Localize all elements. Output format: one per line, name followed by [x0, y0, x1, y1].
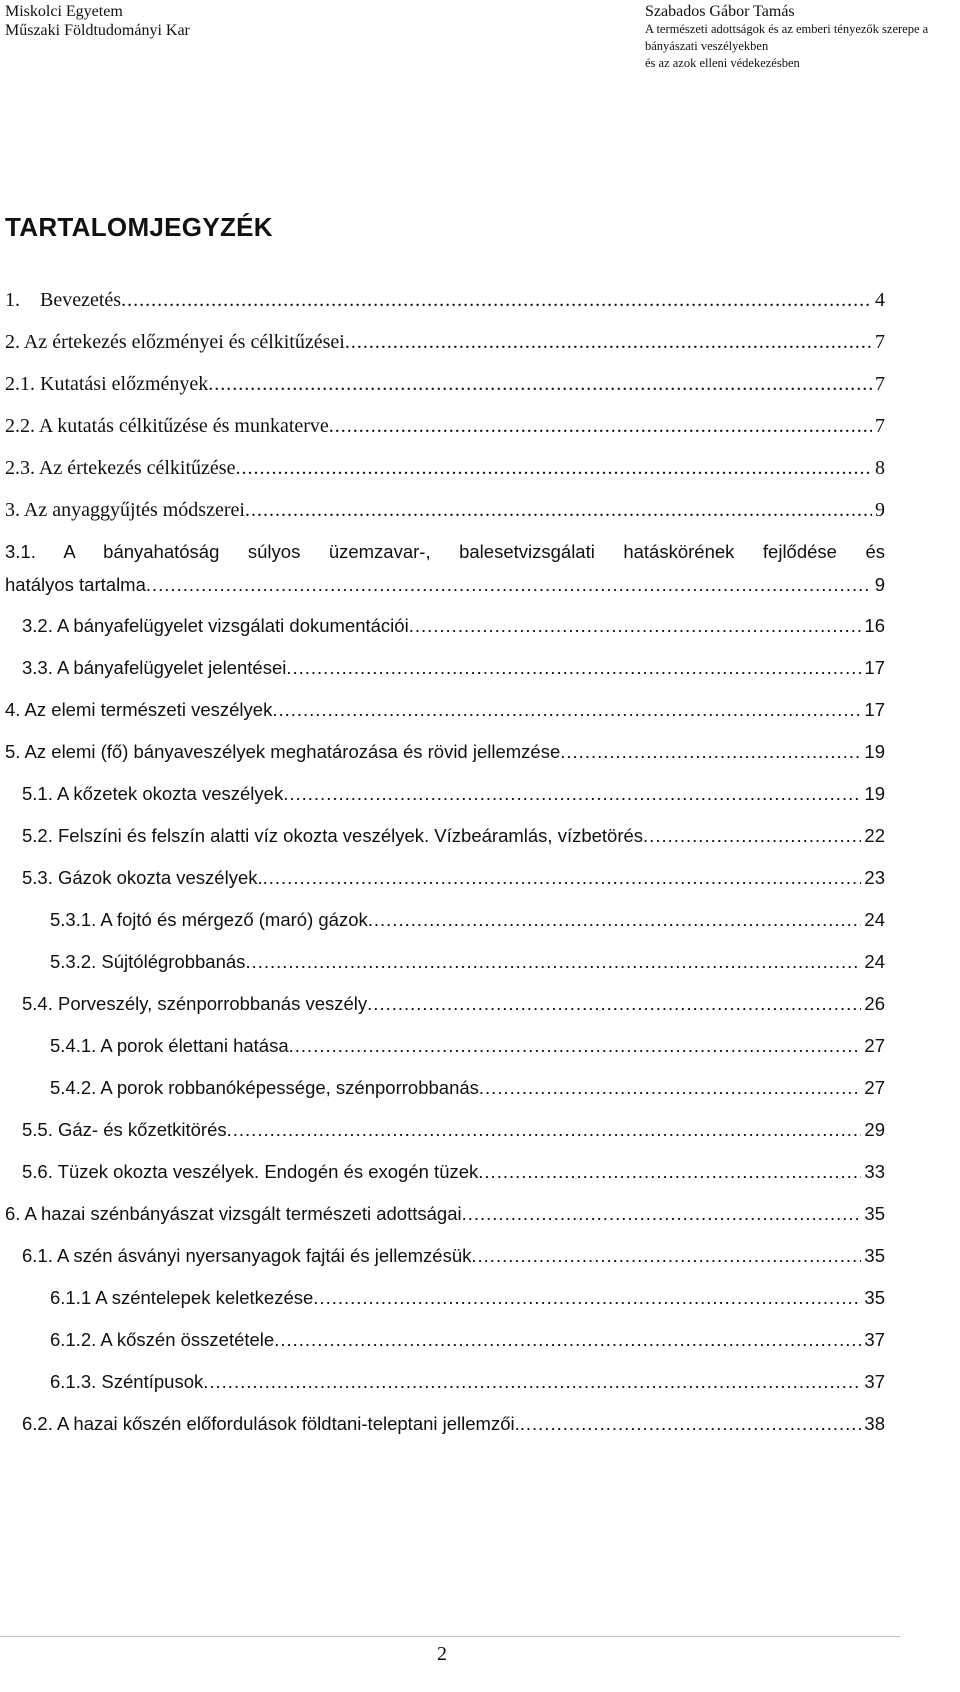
toc-dot-leader	[367, 989, 861, 1019]
toc-entry-label: 5.4.2. A porok robbanóképessége, szénporrobbanás	[50, 1077, 479, 1098]
toc-entry-line2	[5, 570, 885, 600]
toc-entry-label: 5.3.2. Sújtólégrobbanás	[50, 951, 246, 972]
toc-entry-page: 7	[875, 331, 885, 353]
toc-entry-label: 5.4.1. A porok élettani hatása	[50, 1035, 289, 1056]
page-title: TARTALOMJEGYZÉK	[5, 212, 273, 242]
toc-dot-leader	[283, 779, 861, 809]
toc-entry-page: 17	[864, 657, 885, 678]
toc-entry-6[interactable]	[5, 1199, 885, 1229]
toc-entry-label: 5. Az elemi (fő) bányaveszélyek meghatározása és rövid jellemzése	[5, 741, 561, 762]
toc-entry-label: 5.1. A kőzetek okozta veszélyek	[22, 783, 284, 804]
toc-entry-6-1-3[interactable]	[50, 1367, 885, 1397]
toc-dot-leader	[313, 1283, 861, 1313]
toc-dot-leader	[560, 737, 861, 767]
toc-dot-leader	[263, 863, 862, 893]
toc-entry-5-3-2[interactable]	[50, 947, 885, 977]
footer-divider	[0, 1636, 900, 1637]
header-left	[5, 2, 190, 40]
toc-entry-6-2[interactable]	[22, 1409, 885, 1439]
toc-entry-page: 17	[864, 699, 885, 720]
toc-dot-leader	[121, 285, 872, 315]
toc-entry-5-5[interactable]	[22, 1115, 885, 1145]
toc-entry-label: 6.1.1 A széntelepek keletkezése	[50, 1287, 314, 1308]
toc-entry-label: 2.1. Kutatási előzmények	[5, 373, 209, 395]
toc-dot-leader	[368, 905, 862, 935]
toc-entry-label: 2.2. A kutatás célkitűzése és munkaterve	[5, 415, 329, 437]
toc-dot-leader	[208, 369, 872, 399]
toc-entry-page: 24	[864, 909, 885, 930]
faculty-name: Műszaki Földtudományi Kar	[5, 22, 190, 39]
toc-entry-label: 3. Az anyaggyűjtés módszerei	[5, 499, 245, 521]
toc-entry-5-2[interactable]	[22, 821, 885, 851]
toc-dot-leader	[462, 1199, 862, 1229]
toc-entry-page: 29	[864, 1119, 885, 1140]
toc-dot-leader	[245, 495, 872, 525]
toc-entry-3-2[interactable]	[22, 611, 885, 641]
toc-dot-leader	[245, 947, 861, 977]
toc-entry-label: 3.2. A bányafelügyelet vizsgálati dokumentációi	[22, 615, 409, 636]
toc-dot-leader	[520, 1409, 862, 1439]
toc-entry-2-3[interactable]	[5, 453, 885, 483]
toc-entry-2[interactable]	[5, 327, 885, 357]
toc-entry-6-1[interactable]	[22, 1241, 885, 1271]
toc-entry-page: 4	[875, 289, 885, 311]
toc-dot-leader	[227, 1115, 862, 1145]
toc-entry-5-1[interactable]	[22, 779, 885, 809]
toc-entry-page: 35	[864, 1245, 885, 1266]
toc-entry-page: 16	[864, 615, 885, 636]
toc-entry-label: 6.1.2. A kőszén összetétele	[50, 1329, 275, 1350]
toc-dot-leader	[479, 1073, 862, 1103]
toc-entry-label-cont: hatályos tartalma	[5, 574, 146, 595]
toc-entry-page: 9	[874, 574, 885, 595]
toc-entry-5-3[interactable]	[22, 863, 885, 893]
toc-entry-2-2[interactable]	[5, 411, 885, 441]
toc-entry-label: 2.3. Az értekezés célkitűzése	[5, 457, 236, 479]
thesis-title-line1: A természeti adottságok és az emberi tényezők szerepe a bányászati veszélyekben	[645, 22, 929, 53]
toc-entry-page: 23	[864, 867, 885, 888]
toc-entry-label: 5.2. Felszíni és felszín alatti víz okozta veszélyek. Vízbeáramlás, vízbetörés	[22, 825, 644, 846]
toc-dot-leader	[478, 1157, 861, 1187]
toc-entry-page: 33	[864, 1161, 885, 1182]
toc-dot-leader	[203, 1367, 861, 1397]
toc-entry-5[interactable]	[5, 737, 885, 767]
toc-entry-2-1[interactable]	[5, 369, 885, 399]
toc-entry-page: 22	[864, 825, 885, 846]
toc-entry-3-1[interactable]	[5, 537, 885, 597]
university-name: Miskolci Egyetem	[5, 3, 123, 20]
toc-entry-page: 9	[875, 499, 885, 521]
toc-dot-leader	[409, 611, 862, 641]
toc-entry-page: 35	[864, 1203, 885, 1224]
toc-dot-leader	[345, 327, 872, 357]
toc-dot-leader	[274, 1325, 861, 1355]
toc-entry-page: 7	[875, 373, 885, 395]
toc-dot-leader	[329, 411, 872, 441]
toc-entry-page: 27	[864, 1035, 885, 1056]
toc-entry-label: 5.4. Porveszély, szénporrobbanás veszély	[22, 993, 368, 1014]
toc-entry-label: 6. A hazai szénbányászat vizsgált természeti adottságai	[5, 1203, 462, 1224]
toc-entry-label: 4. Az elemi természeti veszélyek	[5, 699, 273, 720]
toc-dot-leader	[146, 570, 872, 600]
toc-dot-leader	[272, 695, 861, 725]
toc-entry-page: 19	[864, 741, 885, 762]
toc-entry-5-4-2[interactable]	[50, 1073, 885, 1103]
toc-entry-label: 6.1.3. Széntípusok	[50, 1371, 204, 1392]
toc-entry-label: 3.1. A bányahatóság súlyos üzemzavar-, balesetvizsgálati hatáskörének fejlődése és	[5, 541, 885, 562]
toc-entry-label: 3.3. A bányafelügyelet jelentései	[22, 657, 287, 678]
page-number: 2	[437, 1643, 447, 1665]
toc-entry-page: 26	[864, 993, 885, 1014]
toc-entry-label: 5.3. Gázok okozta veszélyek.	[22, 867, 263, 888]
thesis-title-line2: és az azok elleni védekezésben	[645, 56, 800, 70]
toc-entry-label: 1. Bevezetés	[5, 289, 122, 311]
toc-entry-6-1-1[interactable]	[50, 1283, 885, 1313]
toc-entry-label: 6.1. A szén ásványi nyersanyagok fajtái és jellemzésük	[22, 1245, 472, 1266]
toc-dot-leader	[471, 1241, 861, 1271]
toc-entry-5-4-1[interactable]	[50, 1031, 885, 1061]
toc-entry-page: 37	[864, 1329, 885, 1350]
toc-dot-leader	[235, 453, 872, 483]
toc-entry-page: 24	[864, 951, 885, 972]
toc-entry-5-6[interactable]	[22, 1157, 885, 1187]
toc-entry-5-3-1[interactable]	[50, 905, 885, 935]
toc-entry-page: 38	[864, 1413, 885, 1434]
toc-entry-page: 7	[875, 415, 885, 437]
toc-entry-3[interactable]	[5, 495, 885, 525]
author-name: Szabados Gábor Tamás	[645, 3, 795, 20]
toc-entry-label: 6.2. A hazai kőszén előfordulások földtani-teleptani jellemzői.	[22, 1413, 520, 1434]
toc-entry-1[interactable]	[5, 285, 885, 315]
toc-entry-page: 35	[864, 1287, 885, 1308]
toc-entry-label: 5.6. Tüzek okozta veszélyek. Endogén és exogén tüzek	[22, 1161, 479, 1182]
toc-entry-page: 37	[864, 1371, 885, 1392]
toc-entry-page: 27	[864, 1077, 885, 1098]
toc-entry-4[interactable]	[5, 695, 885, 725]
toc-entry-label: 2. Az értekezés előzményei és célkitűzései	[5, 331, 345, 353]
toc-entry-label: 5.3.1. A fojtó és mérgező (maró) gázok	[50, 909, 368, 930]
page-header	[0, 0, 960, 70]
toc-entry-6-1-2[interactable]	[50, 1325, 885, 1355]
toc-dot-leader	[286, 653, 861, 683]
header-right	[645, 2, 960, 72]
toc-dot-leader	[643, 821, 861, 851]
toc-entry-5-4[interactable]	[22, 989, 885, 1019]
toc-dot-leader	[289, 1031, 862, 1061]
toc-entry-page: 19	[864, 783, 885, 804]
toc-entry-label: 5.5. Gáz- és kőzetkitörés	[22, 1119, 227, 1140]
toc-entry-3-3[interactable]	[22, 653, 885, 683]
toc-entry-page: 8	[875, 457, 885, 479]
